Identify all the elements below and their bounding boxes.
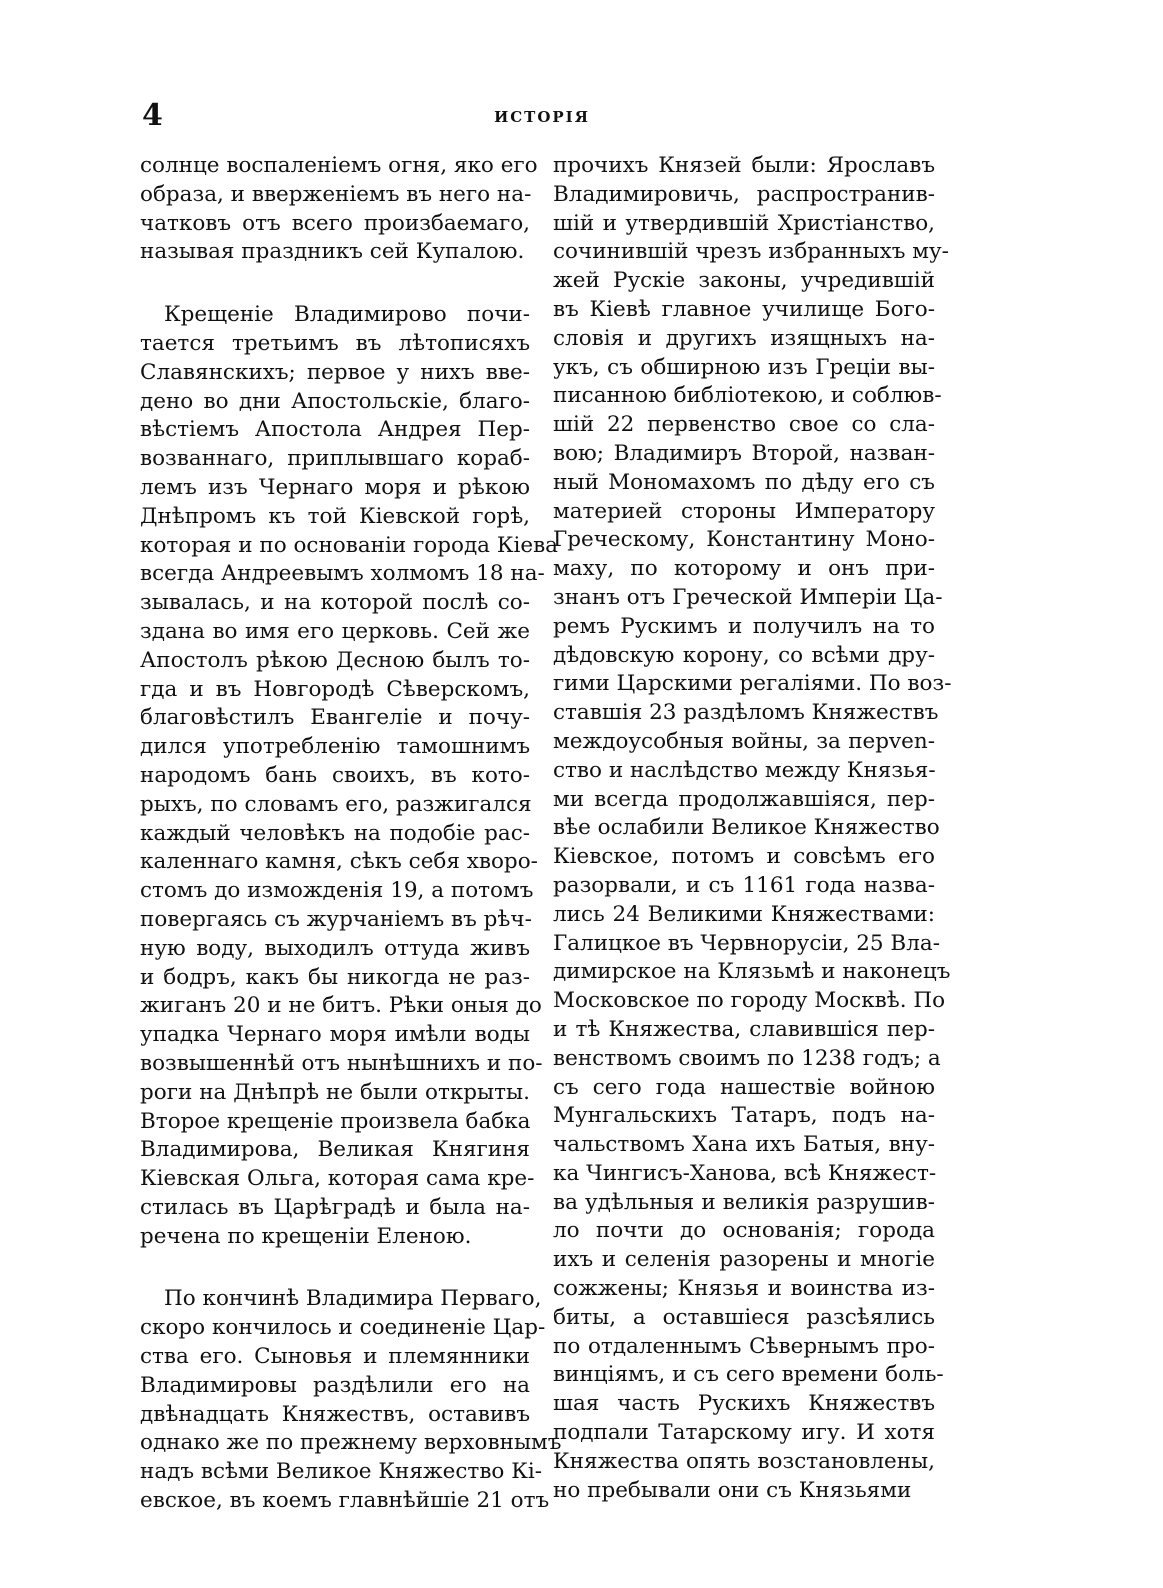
paragraph-vladimir-death	[140, 1285, 562, 1515]
text-line: дился употребленію тамошнимъ	[140, 734, 530, 760]
text-line: Владимирова, Великая Княгиня	[140, 1137, 530, 1163]
text-line: повергаясь съ журчаніемъ въ рѣч-	[140, 906, 532, 932]
text-line: вѣе ослабили Великое Княжество	[553, 815, 940, 841]
text-line: маху, по которому и онъ при-	[553, 556, 935, 582]
text-line: въ Кіевѣ главное училище Бого-	[553, 296, 935, 322]
text-line: и бодръ, какъ бы никогда не раз-	[140, 964, 530, 990]
text-line: венствомъ своимъ по 1238 годъ; а	[553, 1045, 941, 1071]
text-line: и тѣ Княжества, славившіся пер-	[553, 1016, 935, 1042]
text-line: биты, а оставшіеся разсѣялись	[553, 1304, 935, 1330]
text-line: которая и по основаніи города Кіева	[140, 532, 558, 558]
text-line: зывалась, и на которой послѣ со-	[140, 590, 530, 616]
text-line: писанною библіотекою, и соблюв-	[553, 383, 942, 409]
text-line: гда и въ Новгородѣ Сѣверскомъ,	[140, 676, 530, 702]
text-line: жей Рускіе законы, учредившій	[553, 268, 935, 294]
paragraph-baptism	[140, 301, 558, 1251]
text-line: каленнаго камня, сѣкъ себя хворо-	[140, 849, 538, 875]
text-line: Второе крещеніе произвела бабка	[140, 1108, 531, 1134]
text-line: шій и утвердившій Христіанство,	[553, 210, 935, 236]
text-line: съ сего года нашествіе войною	[553, 1074, 935, 1100]
text-line: ную воду, выходилъ оттуда живъ	[140, 935, 530, 961]
text-line: подпали Татарскому игу. И хотя	[553, 1420, 935, 1446]
text-line: винціямъ, и съ сего времени боль-	[553, 1362, 944, 1388]
text-line: Галицкое въ Червнорусіи, 25 Вла-	[553, 930, 940, 956]
text-line: стилась въ Царѣградѣ и была на-	[140, 1194, 530, 1220]
text-line: лись 24 Великими Княжествами:	[553, 901, 935, 927]
text-line: евское, въ коемъ главнѣйшіе 21 отъ	[140, 1488, 550, 1514]
left-column	[140, 152, 562, 1516]
text-line: сочинившій чрезъ избранныхъ му-	[553, 239, 949, 265]
text-line: вою; Владимиръ Второй, назван-	[553, 440, 935, 466]
text-line: димирское на Клязьмѣ и наконецъ	[553, 959, 951, 985]
text-line: материей стороны Императору	[553, 498, 935, 524]
text-line: прочихъ Князей были: Ярославъ	[553, 153, 935, 178]
text-line: Кіевская Ольга, которая сама кре-	[140, 1166, 535, 1192]
text-line: ный Мономахомъ по дѣду его съ	[553, 469, 935, 495]
text-line: чальствомъ Хана ихъ Батыя, вну-	[553, 1132, 935, 1158]
text-line: стомъ до изможденія 19, а потомъ	[140, 878, 534, 904]
text-line: всегда Андреевымъ холмомъ 18 на-	[140, 561, 545, 587]
running-head: ИСТОРІЯ	[494, 108, 590, 126]
text-line: Греческому, Константину Моно-	[553, 527, 935, 553]
text-line: однако же по прежнему верховнымъ	[140, 1430, 562, 1456]
text-line: ихъ и селенія разорены и многіе	[553, 1247, 935, 1273]
text-line: сожжены; Князья и воинства из-	[553, 1276, 935, 1302]
text-line: двѣнадцать Княжествъ, оставивъ	[140, 1401, 530, 1427]
text-line: ми всегда продолжавшіяся, пер-	[553, 786, 935, 812]
text-line: шій 22 первенство свое со сла-	[553, 412, 935, 438]
text-line: разорвали, и съ 1161 года назва-	[553, 872, 935, 898]
text-line: называя праздникъ сей Купалою.	[140, 239, 525, 265]
text-line: Крещеніе Владимирово почи-	[164, 302, 530, 328]
text-line: надъ всѣми Великое Княжество Кі-	[140, 1459, 542, 1485]
text-line: образа, и вверженіемъ въ него на-	[140, 181, 532, 207]
text-line: ло почти до основанія; города	[553, 1218, 935, 1244]
right-column	[553, 152, 952, 1505]
text-line: по отдаленнымъ Сѣвернымъ про-	[553, 1333, 935, 1359]
text-line: ство и наслѣдство между Князья-	[553, 757, 936, 783]
text-line: Владимировы раздѣлили его на	[140, 1372, 530, 1398]
text-line: дено во дни Апостольскіе, благо-	[140, 388, 530, 414]
text-line: ва удѣльныя и великія разрушив-	[553, 1189, 935, 1215]
text-line: лемъ изъ Чернаго моря и рѣкою	[140, 474, 530, 500]
text-line: здана во имя его церковь. Сей же	[140, 618, 530, 644]
text-line: словія и другихъ изящныхъ на-	[553, 325, 935, 351]
text-line: народомъ бань своихъ, въ кото-	[140, 762, 530, 788]
text-line: речена по крещеніи Еленою.	[140, 1223, 472, 1249]
text-line: благовѣстилъ Евангеліе и почу-	[140, 705, 530, 731]
text-line: ставшія 23 раздѣломъ Княжествъ	[553, 700, 939, 726]
text-line: ства его. Сыновья и племянники	[140, 1344, 530, 1370]
text-line: междоусобныя войны, за перven-	[553, 728, 935, 754]
text-line: скоро кончилось и соединеніе Цар-	[140, 1315, 546, 1341]
text-line: тается третьимъ въ лѣтописяхъ	[140, 330, 530, 356]
text-line: но пребывали они съ Князьями	[553, 1477, 912, 1503]
text-line: дѣдовскую корону, со всѣми дру-	[553, 642, 935, 668]
text-line: знанъ отъ Греческой Имперіи Ца-	[553, 584, 943, 610]
text-line: Славянскихъ; первое у нихъ вве-	[140, 359, 530, 385]
text-line: ремъ Рускимъ и получилъ на то	[553, 613, 935, 639]
text-line: шая часть Рускихъ Княжествъ	[553, 1391, 935, 1417]
text-line: Кіевское, потомъ и совсѣмъ его	[553, 844, 935, 870]
text-line: укъ, съ обширною изъ Греціи вы-	[553, 354, 935, 380]
text-line: Мунгальскихъ Татаръ, подъ на-	[553, 1103, 935, 1129]
text-line: солнце воспаленіемъ огня, яко его	[140, 153, 538, 178]
text-line: каждый человѣкъ на подобіе рас-	[140, 820, 530, 846]
text-line: Княжества опять возстановлены,	[553, 1448, 935, 1474]
paragraph-kupala	[140, 152, 538, 267]
text-line: ка Чингисъ-Ханова, всѣ Княжест-	[553, 1160, 937, 1186]
page-header	[142, 100, 942, 140]
page-number: 4	[142, 98, 163, 133]
text-line: возвышеннѣй отъ нынѣшнихъ и по-	[140, 1050, 543, 1076]
text-line: вѣстіемъ Апостола Андрея Пер-	[140, 417, 530, 443]
text-line: роги на Днѣпрѣ не были открыты.	[140, 1079, 530, 1105]
text-line: упадка Чернаго моря имѣли воды	[140, 1022, 530, 1048]
paragraph-continuation	[553, 152, 952, 1505]
text-line: рыхъ, по словамъ его, разжигался	[140, 791, 532, 817]
text-line: Апостолъ рѣкою Десною былъ то-	[140, 647, 530, 673]
text-line: Владимировичь, распространив-	[553, 181, 935, 207]
text-line: возваннаго, приплывшаго кораб-	[140, 446, 530, 472]
text-line: жиганъ 20 и не битъ. Рѣки оныя до	[140, 993, 542, 1019]
text-line: гими Царскими регаліями. По воз-	[553, 671, 952, 697]
text-line: Днѣпромъ къ той Кіевской горѣ,	[140, 503, 530, 529]
text-line: чатковъ отъ всего произбаемаго,	[140, 210, 530, 236]
text-line: По кончинѣ Владимира Перваго,	[164, 1286, 542, 1312]
text-line: Московское по городу Москвѣ. По	[553, 988, 946, 1014]
